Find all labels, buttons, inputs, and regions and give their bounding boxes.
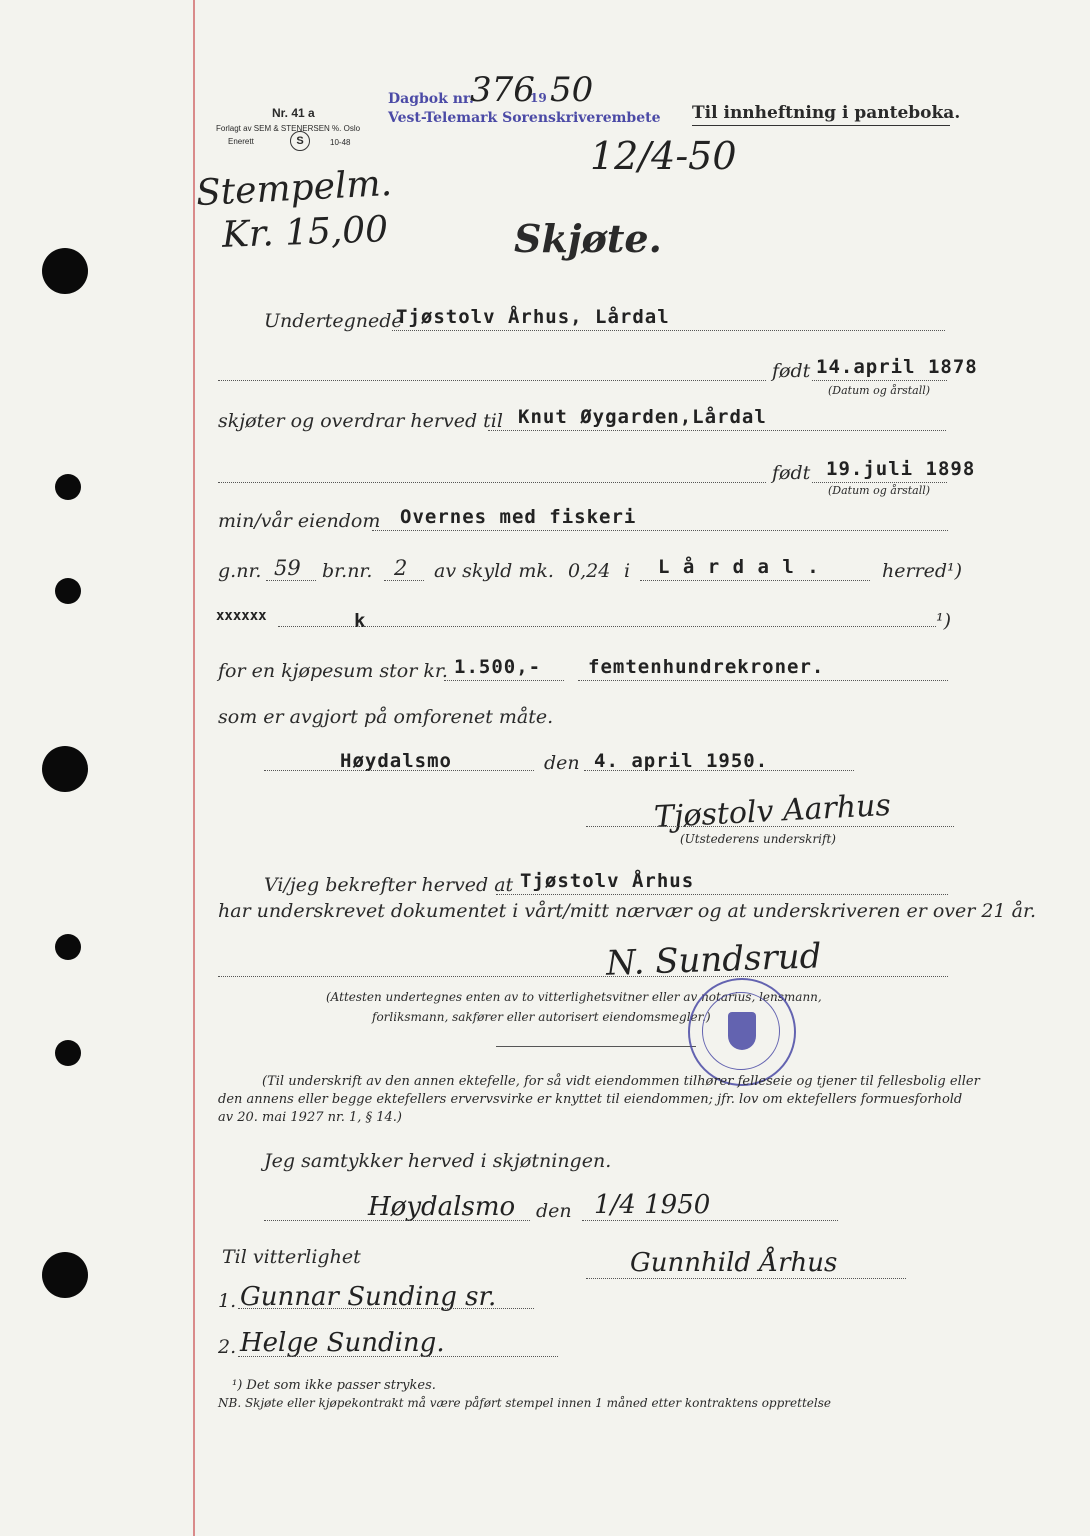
attestation-note-line1: (Attesten undertegnes enten av to vitterlighetsvitner eller av notarius, lensmann,	[326, 990, 822, 1004]
attestation-rule	[496, 1046, 696, 1047]
spouse-signature: Gunnhild Århus	[630, 1248, 838, 1278]
spouse-note-line2: den annens eller begge ektefellers ervervsvirke er knyttet til eiendommen; jfr. lov om ektefellers formuesforhold	[218, 1092, 963, 1107]
seller-name: Tjøstolv Århus, Lårdal	[396, 306, 670, 328]
binder-hole	[42, 248, 88, 294]
signing-place-rule	[264, 770, 534, 771]
spouse-note-line1: (Til underskrift av den annen ektefelle, for så vidt eiendommen tilhører felleseie og tjener til fellesbolig eller	[262, 1074, 980, 1089]
official-seal	[688, 978, 796, 1086]
publisher-date: 10-48	[330, 138, 351, 147]
price-amount-rule	[444, 680, 564, 681]
property-rule	[372, 530, 948, 531]
skyld-value: 0,24	[568, 560, 611, 582]
seller-born-label: født	[772, 360, 811, 382]
witness-1-signature: Gunnar Sunding sr.	[240, 1282, 497, 1312]
gnr-label: g.nr.	[218, 560, 262, 582]
stamp-duty-note-line2: Kr. 15,00	[221, 209, 389, 256]
diary-number: 376	[470, 70, 535, 110]
municipality-rule	[640, 580, 870, 581]
publisher-logo: S	[290, 131, 310, 151]
binder-hole	[55, 934, 81, 960]
witness-2-rule	[238, 1356, 558, 1357]
form-number: Nr. 41 a	[272, 106, 315, 120]
binding-instruction-underline	[692, 125, 950, 126]
issuer-signature: Tjøstolv Aarhus	[653, 787, 892, 836]
witness-signature-rule	[218, 976, 948, 977]
witness-2-number: 2.	[218, 1336, 237, 1358]
witness-1-number: 1.	[218, 1290, 237, 1312]
property-name: Overnes med fiskeri	[400, 506, 637, 528]
binder-hole	[55, 1040, 81, 1066]
seller-born-hint: (Datum og årstall)	[828, 384, 931, 397]
price-words-rule	[578, 680, 948, 681]
price-words: femtenhundrekroner.	[588, 656, 825, 678]
witness-signature: N. Sundsrud	[605, 936, 823, 984]
coat-of-arms-icon	[728, 1012, 756, 1050]
seller-rule	[392, 330, 945, 331]
signing-date: 4. april 1950.	[594, 750, 769, 772]
attestation-note-line2: forliksmann, sakfører eller autorisert eiendomsmegler.)	[372, 1010, 711, 1024]
stamp-duty-note-line1: Stempelm.	[195, 162, 393, 215]
consent-place: Høydalsmo	[368, 1192, 516, 1222]
settled-text: som er avgjort på omforenet måte.	[218, 706, 554, 728]
consent-den: den	[536, 1200, 572, 1222]
buyer-label: skjøter og overdrar herved til	[218, 410, 503, 432]
struck-footnote-mark: ¹)	[936, 610, 952, 632]
witnesses-label: Til vitterlighet	[222, 1246, 361, 1268]
registry-office: Vest-Telemark Sorenskriverembete	[388, 110, 661, 126]
seller-birth-rule-left	[218, 380, 766, 381]
registry-stamp-year: 19	[530, 91, 547, 105]
witness-2-signature: Helge Sunding.	[240, 1328, 445, 1358]
gnr-rule	[266, 580, 316, 581]
binder-hole	[42, 746, 88, 792]
binder-hole	[42, 1252, 88, 1298]
binder-hole	[55, 474, 81, 500]
binder-hole	[55, 578, 81, 604]
spouse-signature-rule	[586, 1278, 906, 1279]
registry-stamp-label: Dagbok nr.	[388, 91, 474, 107]
buyer-born-date: 19.juli 1898	[826, 458, 976, 480]
confirmation-name-rule	[496, 894, 948, 895]
skyld-label: av skyld mk.	[434, 560, 554, 582]
struck-out-field: xxxxxx	[216, 608, 267, 624]
document-title: Skjøte.	[514, 216, 662, 261]
price-label: for en kjøpesum stor kr.	[218, 660, 448, 682]
brnr-label: br.nr.	[322, 560, 373, 582]
seller-born-date: 14.april 1878	[816, 356, 978, 378]
signing-den: den	[544, 752, 580, 774]
footnote-nb: NB. Skjøte eller kjøpekontrakt må være påført stempel innen 1 måned etter kontraktens opprettelse	[218, 1396, 831, 1410]
confirmation-prefix: Vi/jeg bekrefter herved at	[264, 874, 514, 896]
gnr-value: 59	[274, 556, 301, 580]
received-date: 12/4-50	[590, 134, 737, 178]
buyer-birth-rule	[812, 482, 947, 483]
seller-label: Undertegnede	[264, 310, 403, 332]
consent-text: Jeg samtykker herved i skjøtningen.	[264, 1150, 612, 1172]
brnr-rule	[384, 580, 424, 581]
confirmation-name: Tjøstolv Århus	[520, 870, 695, 892]
signing-place: Høydalsmo	[340, 750, 452, 772]
consent-date: 1/4 1950	[594, 1190, 711, 1220]
footnote-1: ¹) Det som ikke passer strykes.	[232, 1378, 436, 1393]
buyer-born-hint: (Datum og årstall)	[828, 484, 931, 497]
buyer-rule	[488, 430, 946, 431]
consent-place-rule	[264, 1220, 530, 1221]
spouse-note-line3: av 20. mai 1927 nr. 1, § 14.)	[218, 1110, 402, 1125]
buyer-name: Knut Øygarden,Lårdal	[518, 406, 767, 428]
municipality-name: L å r d a l .	[658, 556, 820, 578]
confirmation-line2: har underskrevet dokumentet i vårt/mitt nærvær og at underskriveren er over 21 år.	[218, 900, 1036, 922]
signing-date-rule	[584, 770, 854, 771]
buyer-born-label: født	[772, 462, 811, 484]
struck-k: k	[354, 610, 367, 632]
diary-year: 50	[550, 70, 594, 110]
brnr-value: 2	[394, 556, 408, 580]
price-amount: 1.500,-	[454, 656, 542, 678]
seller-birth-rule	[812, 380, 947, 381]
buyer-birth-rule-left	[218, 482, 766, 483]
witness-1-rule	[238, 1308, 534, 1309]
publisher-line: Forlagt av SEM & STENERSEN %. Oslo	[216, 124, 361, 133]
consent-date-rule	[582, 1220, 838, 1221]
binding-instruction: Til innheftning i panteboka.	[692, 103, 961, 123]
municipality-label: herred¹)	[882, 560, 963, 582]
property-label: min/vår eiendom	[218, 510, 381, 532]
publisher-rights: Enerett	[228, 137, 254, 146]
issuer-signature-caption: (Utstederens underskrift)	[680, 832, 836, 846]
municipality-prefix: i	[624, 560, 631, 582]
margin-rule	[193, 0, 195, 1536]
issuer-signature-rule	[586, 826, 954, 827]
struck-rule	[278, 626, 936, 627]
